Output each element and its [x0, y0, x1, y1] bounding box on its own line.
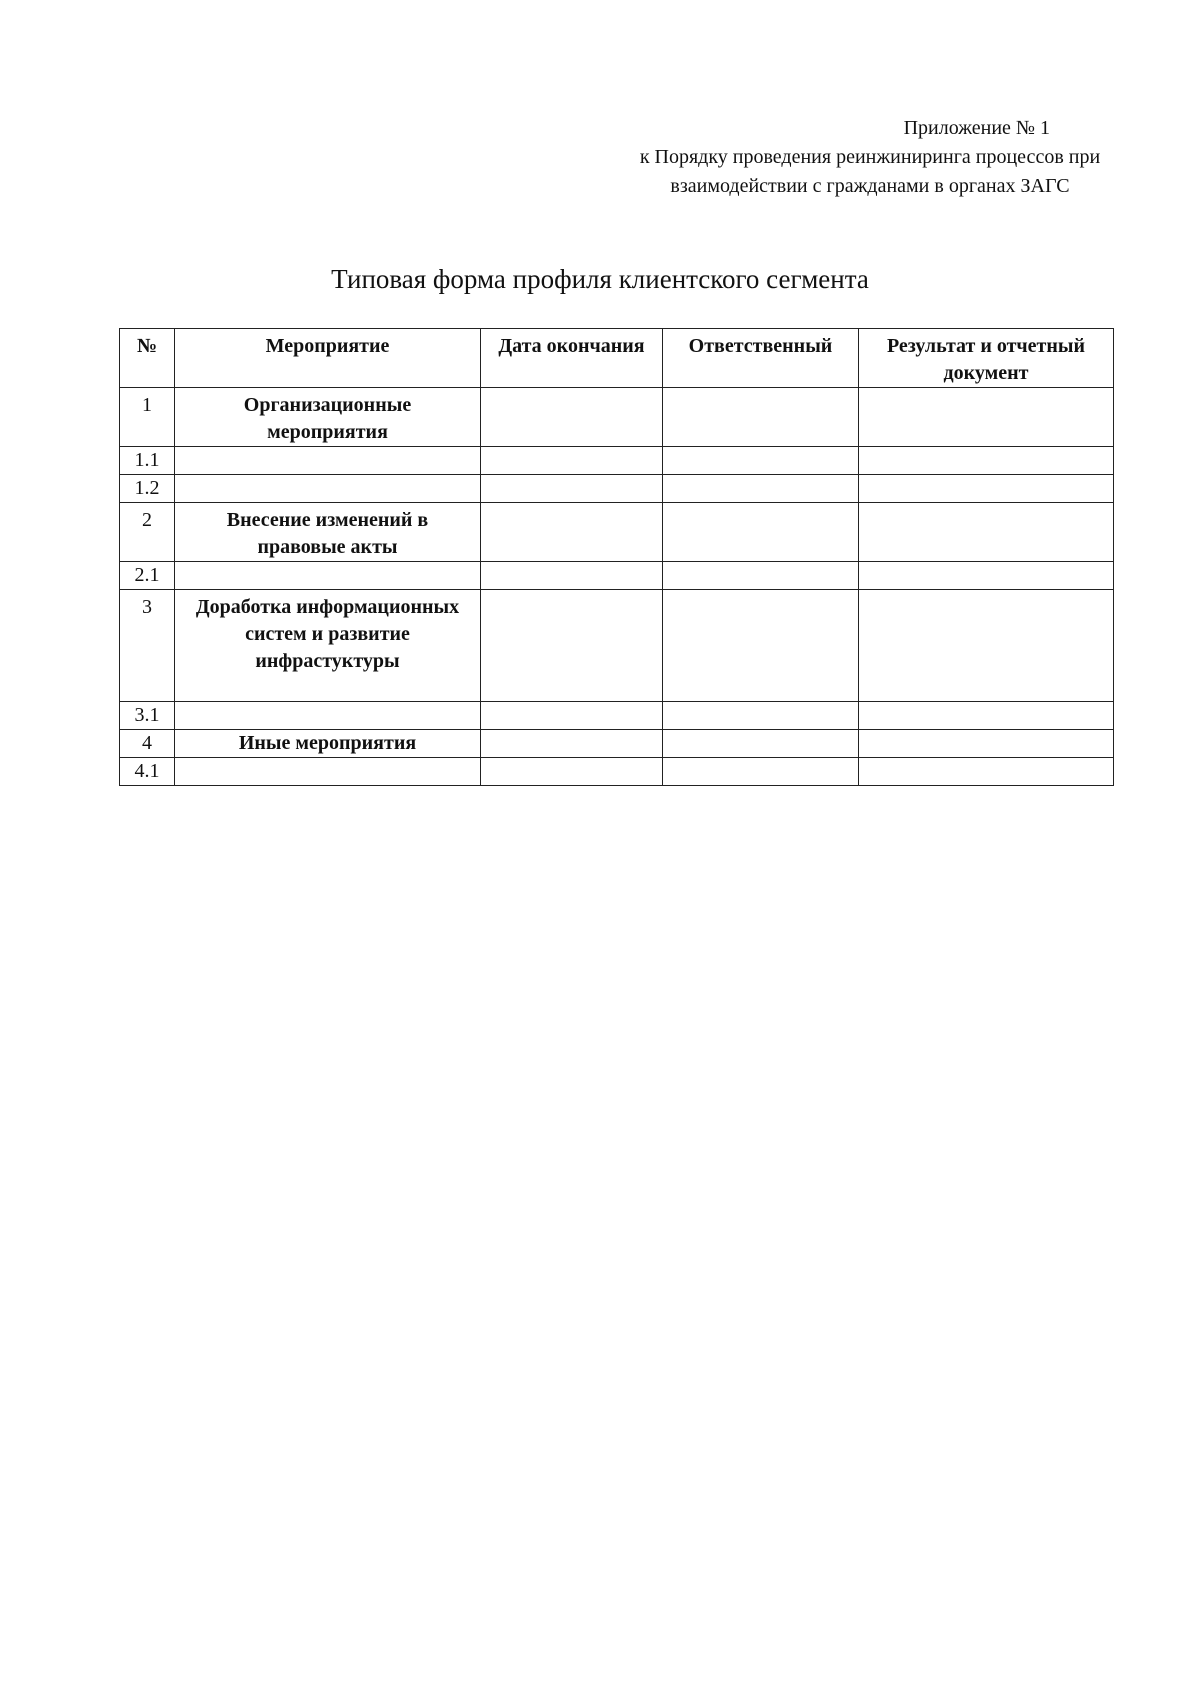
row-event — [175, 758, 481, 786]
table-row — [120, 730, 1114, 758]
row-result — [859, 388, 1114, 447]
row-number: 4.1 — [120, 758, 175, 786]
appendix-line-2: к Порядку проведения реинжиниринга процессов при — [639, 146, 1101, 168]
column-header-result: Результат и отчетный документ — [859, 329, 1114, 388]
table-row — [120, 388, 1114, 447]
document-title: Типовая форма профиля клиентского сегмента — [331, 264, 869, 294]
table-row — [120, 758, 1114, 786]
row-event — [175, 447, 481, 475]
appendix-reference — [600, 114, 1140, 201]
row-number: 4 — [120, 730, 175, 758]
row-end-date — [481, 562, 663, 590]
table-row — [120, 590, 1114, 702]
row-number: 1.2 — [120, 475, 175, 503]
row-end-date — [481, 447, 663, 475]
row-responsible — [663, 562, 859, 590]
row-event: Доработка информационных систем и развитие инфрастуктуры — [175, 590, 481, 702]
row-responsible — [663, 447, 859, 475]
row-number: 3 — [120, 590, 175, 702]
row-end-date — [481, 388, 663, 447]
row-result — [859, 730, 1114, 758]
appendix-number: Приложение № 1 — [903, 117, 1050, 139]
row-event: Внесение изменений в правовые акты — [175, 503, 481, 562]
row-end-date — [481, 702, 663, 730]
row-result — [859, 758, 1114, 786]
row-responsible — [663, 702, 859, 730]
row-number: 1.1 — [120, 447, 175, 475]
row-responsible — [663, 758, 859, 786]
row-number: 3.1 — [120, 702, 175, 730]
row-result — [859, 562, 1114, 590]
column-header-responsible: Ответственный — [663, 329, 859, 388]
row-responsible — [663, 730, 859, 758]
appendix-line-3: взаимодействии с гражданами в органах ЗАГС — [670, 175, 1070, 197]
column-header-end-date: Дата окончания — [481, 329, 663, 388]
row-number: 1 — [120, 388, 175, 447]
table-row — [120, 475, 1114, 503]
row-end-date — [481, 590, 663, 702]
table-row — [120, 503, 1114, 562]
table-row — [120, 447, 1114, 475]
row-result — [859, 447, 1114, 475]
row-responsible — [663, 503, 859, 562]
table-header-row — [120, 329, 1114, 388]
row-end-date — [481, 475, 663, 503]
column-header-event: Мероприятие — [175, 329, 481, 388]
table-row — [120, 702, 1114, 730]
row-number: 2.1 — [120, 562, 175, 590]
row-end-date — [481, 730, 663, 758]
row-event: Организационные мероприятия — [175, 388, 481, 447]
row-responsible — [663, 388, 859, 447]
row-event — [175, 702, 481, 730]
row-result — [859, 475, 1114, 503]
row-result — [859, 590, 1114, 702]
row-responsible — [663, 475, 859, 503]
row-event — [175, 562, 481, 590]
row-responsible — [663, 590, 859, 702]
row-result — [859, 702, 1114, 730]
row-result — [859, 503, 1114, 562]
row-end-date — [481, 758, 663, 786]
profile-table — [119, 328, 1114, 786]
column-header-number: № — [120, 329, 175, 388]
row-number: 2 — [120, 503, 175, 562]
row-event: Иные мероприятия — [175, 730, 481, 758]
row-event — [175, 475, 481, 503]
row-end-date — [481, 503, 663, 562]
table-row — [120, 562, 1114, 590]
